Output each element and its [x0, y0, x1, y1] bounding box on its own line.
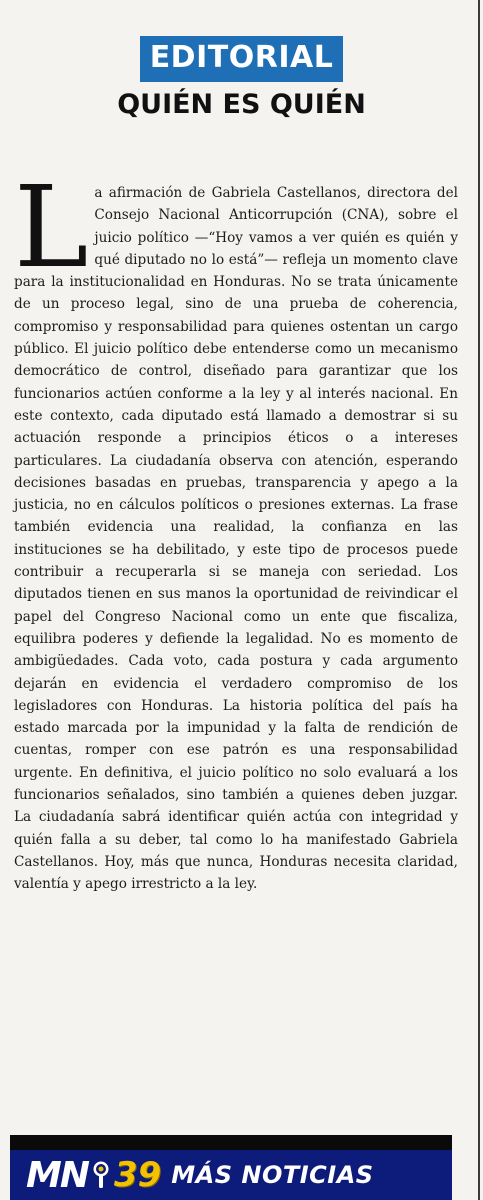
editorial-article — [14, 163, 458, 896]
microphone-icon — [90, 1160, 112, 1190]
brand-name: MÁS NOTICIAS — [171, 1161, 374, 1189]
editorial-header — [0, 36, 483, 122]
footer-top-bar — [10, 1135, 452, 1150]
brand-logo-letters: MN — [26, 1154, 88, 1196]
brand-logo-number: 39 — [113, 1155, 162, 1195]
column-rule — [478, 0, 480, 1200]
footer-brand — [10, 1150, 452, 1200]
drop-cap: L — [14, 163, 89, 293]
section-badge: EDITORIAL — [140, 36, 344, 82]
article-body: a afirmación de Gabriela Castellanos, directora del Consejo Nacional Anticorrupción (CNA), sobre el juicio político —“Hoy vamos a ver quién es quién y qué diputado no lo está”— refleja un momento clave para la institucionalidad en Honduras. No se trata únicamente de un proceso legal, sino de una prueba de coherencia, compromiso y responsabilidad para quienes ostentan un cargo público. El juicio político debe entenderse como un mecanismo democrático de control, diseñado para garantizar que los funcionarios actúen conforme a la ley y al interés nacional. En este contexto, cada diputado está llamado a demostrar si su actuación responde a principios éticos o a intereses particulares. La ciudadanía observa con atención, esperando decisiones basadas en pruebas, transparencia y apego a la justicia, no en cálculos políticos o presiones externas. La frase también evidencia una realidad, la confianza en las instituciones se ha debilitado, y este tipo de procesos puede contribuir a recuperarla si se maneja con seriedad. Los diputados tienen en sus manos la oportunidad de reivindicar el papel del Congreso Nacional como un ente que fiscaliza, equilibra poderes y defiende la legalidad. No es momento de ambigüedades. Cada voto, cada postura y cada argumento dejarán en evidencia el verdadero compromiso de los legisladores con Honduras. La historia política del país ha estado marcada por la impunidad y la falta de rendición de cuentas, romper con ese patrón es una responsabilidad urgente. En definitiva, el juicio político no solo evaluará a los funcionarios señalados, sino también a quienes deben juzgar. La ciudadanía sabrá identificar quién actúa con integridad y quién falla a su deber, tal como lo ha manifestado Gabriela Castellanos. Hoy, más que nunca, Honduras necesita claridad, valentía y apego irrestricto a la ley. — [14, 185, 458, 893]
page-title: QUIÉN ES QUIÉN — [117, 89, 366, 120]
